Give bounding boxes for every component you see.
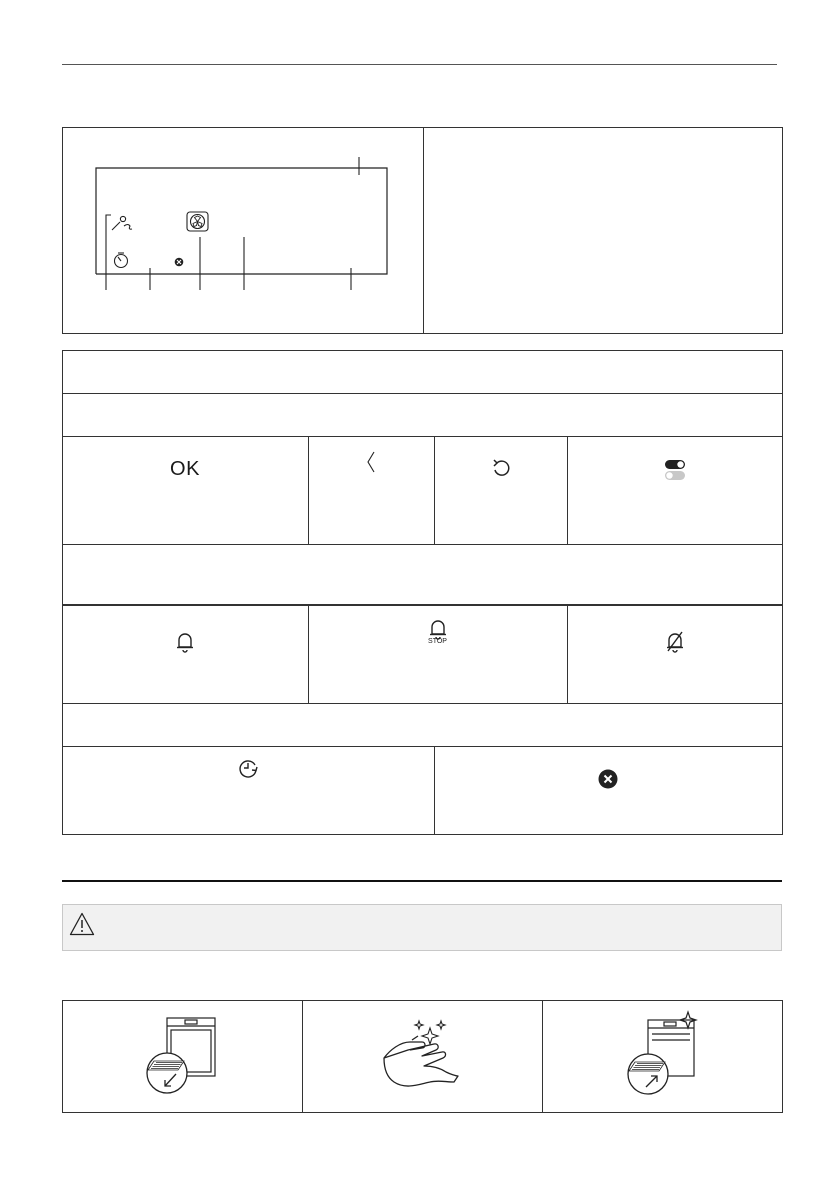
steps-divider-2 xyxy=(542,1000,543,1113)
clean-hands-icon xyxy=(380,1020,460,1090)
remove-shelf-icon xyxy=(141,1016,219,1096)
bell-stop-cell xyxy=(308,618,567,645)
section-rule xyxy=(62,880,782,882)
row-divider-5 xyxy=(62,703,783,704)
header-rule xyxy=(62,64,777,65)
time-extension-cell xyxy=(62,757,434,779)
timer-icon xyxy=(115,253,128,268)
callout-lines xyxy=(106,157,359,290)
undo-button-cell xyxy=(434,458,567,478)
display-diagram xyxy=(62,127,423,334)
cancel-icon[interactable] xyxy=(598,769,618,789)
display-diagram-divider xyxy=(423,127,424,334)
back-button-cell xyxy=(308,450,434,474)
warning-triangle-icon xyxy=(69,912,95,936)
col-divider-c1 xyxy=(434,746,435,835)
row-divider-6 xyxy=(62,746,783,747)
steps-divider-1 xyxy=(302,1000,303,1113)
insert-shelf-icon xyxy=(624,1012,704,1096)
row-divider-3 xyxy=(62,544,783,545)
bell-cell xyxy=(62,631,308,653)
toggle-switch-icon[interactable] xyxy=(664,459,686,481)
time-extension-icon[interactable] xyxy=(237,757,259,779)
cancel-icon xyxy=(175,258,184,267)
col-divider-a2 xyxy=(434,436,435,544)
bell-stop-icon[interactable] xyxy=(428,618,448,640)
chevron-left-icon[interactable] xyxy=(366,450,376,474)
toggle-button-cell xyxy=(567,459,782,481)
ok-button-cell xyxy=(62,458,308,481)
col-divider-b2 xyxy=(567,605,568,703)
row-divider-1 xyxy=(62,393,783,394)
ok-button[interactable]: OK xyxy=(170,458,200,480)
undo-icon[interactable] xyxy=(491,458,511,478)
bell-icon[interactable] xyxy=(175,631,195,653)
fan-function-icon xyxy=(187,212,208,231)
col-divider-a3 xyxy=(567,436,568,544)
cancel-cell xyxy=(434,769,782,789)
bell-off-cell xyxy=(567,631,782,653)
row-divider-2 xyxy=(62,436,783,437)
display-outline xyxy=(96,168,387,274)
row-divider-4 xyxy=(62,604,783,606)
bell-off-icon[interactable] xyxy=(665,631,685,653)
bell-stop-label: STOP xyxy=(428,638,447,645)
warning-bar xyxy=(62,904,782,951)
core-temperature-sensor-icon xyxy=(112,216,132,230)
